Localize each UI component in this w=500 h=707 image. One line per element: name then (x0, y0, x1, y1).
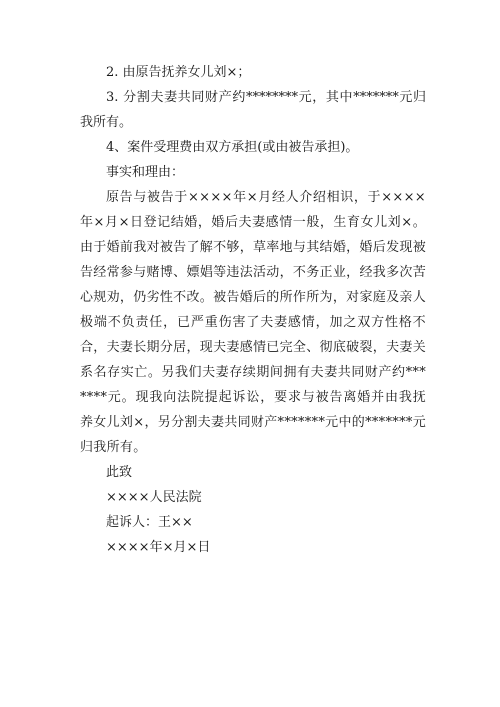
court-name: ××××人民法院 (106, 490, 202, 505)
facts-heading: 事实和理由： (106, 165, 185, 180)
claim-item-2: 2. 由原告抚养女儿刘×； (106, 65, 251, 80)
salutation: 此致 (106, 465, 133, 480)
document-body (80, 60, 426, 560)
claim-item-4: 4、案件受理费由双方承担(或由被告承担)。 (106, 140, 359, 155)
plaintiff-signature: 起诉人：王×× (106, 515, 193, 530)
facts-paragraph: 原告与被告于××××年×月经人介绍相识，于××××年×月×日登记结婚，婚后夫妻感情一般，生育女儿刘×。由于婚前我对被告了解不够，草率地与其结婚，婚后发现被告经常参与赌博、嫖娼等违法活动，不务正业，经我多次苦心规劝，仍劣性不改。被告婚后的所作所为，对家庭及亲人极端不负责任，已严重伤害了夫妻感情，加之双方性格不合，夫妻长期分居，现夫妻感情已完全、彻底破裂，夫妻关系名存实亡。另我们夫妻存续期间拥有夫妻共同财产约*******元。现我向法院提起诉讼，要求与被告离婚并由我抚养女儿刘×，另分割夫妻共同财产*******元中的*******元归我所有。 (80, 190, 426, 455)
filing-date: ××××年×月×日 (106, 540, 211, 555)
claim-item-3: 3. 分割夫妻共同财产约********元，其中*******元归我所有。 (80, 90, 426, 130)
